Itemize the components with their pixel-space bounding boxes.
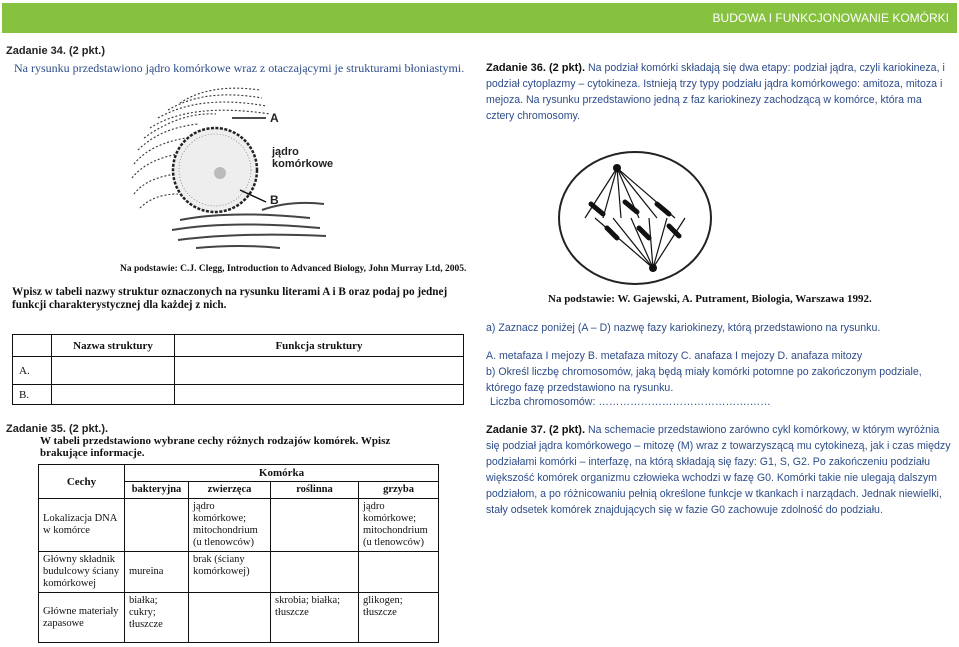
task36-label: Zadanie 36. (2 pkt). <box>486 62 586 74</box>
header-bar <box>2 3 957 33</box>
task34-row-a: A. <box>13 357 52 385</box>
task36-question-a: a) Zaznacz poniżej (A – D) nazwę fazy kariokinezy, którą przedstawiono na rysunku. <box>486 322 881 334</box>
task34-instruction: Wpisz w tabeli nazwy struktur oznaczonych na rysunku literami A i B oraz podaj po jednej funkcji charakterystycznej dla każdej z nich. <box>12 286 448 311</box>
figure-label-b: B <box>270 193 279 207</box>
task35-row-storage-feature: Główne materiały zapasowe <box>39 593 125 643</box>
task36-text: Na podział komórki składają się dwa etapy: podział jądra, czyli kariokineza, i podział cytoplazmy – cytokineza. Istnieją trzy typy podziału jądra komórkowego: amitoza, mitoza i mejoza. Na rysunku przedstawiono jedną z faz kariokinezy zachodzącą w komórce, która ma cztery chromosomy. <box>486 62 945 122</box>
task35-row-storage-fungus: glikogen; tłuszcze <box>359 593 439 643</box>
task35-type-fungus: grzyba <box>359 482 439 499</box>
task34-intro: Na rysunku przedstawiono jądro komórkowe wraz z otaczającymi je strukturami błoniastymi. <box>14 61 465 75</box>
task35-col-cell: Komórka <box>125 465 439 482</box>
task35-row-dna-fungus: jądro komórkowe; mitochondrium (u tlenowców) <box>359 499 439 552</box>
task36-intro <box>486 60 948 124</box>
task35-row-wall-animal: brak (ściany komórkowej) <box>189 552 271 593</box>
task35-row-storage-bacterial: białka; cukry; tłuszcze <box>125 593 189 643</box>
task36-question-b: b) Określ liczbę chromosomów, jaką będą miały komórki potomne po zakończonym podziale, którego fazę przedstawiono na rysunku. <box>486 366 922 394</box>
task35-row-dna-plant[interactable] <box>271 499 359 552</box>
task35-row-wall-feature: Główny składnik budulcowy ściany komórkowej <box>39 552 125 593</box>
task34-answer-a-name[interactable] <box>52 357 175 385</box>
task35-row-storage-plant: skrobia; białka; tłuszcze <box>271 593 359 643</box>
task35-row-wall-fungus[interactable] <box>359 552 439 593</box>
task34-answer-a-function[interactable] <box>175 357 464 385</box>
mitosis-figure <box>555 148 715 288</box>
task34-col-name: Nazwa struktury <box>52 335 175 357</box>
figure-label-nucleus-line2: komórkowe <box>272 158 334 170</box>
figure-label-nucleus-line1: jądro <box>272 146 299 158</box>
task35-row-storage-animal[interactable] <box>189 593 271 643</box>
task35-instruction: W tabeli przedstawiono wybrane cechy różnych rodzajów komórek. Wpisz brakujące informacje. <box>40 435 391 459</box>
task34-row-b: B. <box>13 385 52 405</box>
task35-row-dna-bacterial[interactable] <box>125 499 189 552</box>
task35-table <box>38 464 439 643</box>
task34-answer-b-function[interactable] <box>175 385 464 405</box>
task35-row-wall-plant[interactable] <box>271 552 359 593</box>
task35-row-dna-animal: jądro komórkowe; mitochondrium (u tlenowców) <box>189 499 271 552</box>
task37-label: Zadanie 37. (2 pkt). <box>486 424 586 436</box>
task36-answer-prompt[interactable]: Liczba chromosomów: …………………………………….…… <box>490 396 771 408</box>
task35-col-features: Cechy <box>39 465 125 499</box>
task34-corner-cell <box>13 335 52 357</box>
task36-options[interactable]: A. metafaza I mejozy B. metafaza mitozy C. anafaza I mejozy D. anafaza mitozy <box>486 350 863 362</box>
task34-table <box>12 334 464 405</box>
task37-text: Na schemacie przedstawiono zarówno cykl komórkowy, w którym wyróżnia się podział jądra komórkowego – mitozę (M) wraz z towarzyszącą mu cytokinezą, jak i czas między podziałami komórki – interfazę, na którą składają się fazy: G1, S, G2. Po zakończeniu podziału większość komórek organizmu człowieka wchodzi w fazę G0. Komórki takie nie ulegają dalszym podziałom, a po różnicowaniu pełnią określone funkcje w tkankach i narządach. Jednak niewielki, stały odsetek komórek znajdujących się w fazie G0 zachowuje zdolność do podziału. <box>486 424 951 516</box>
task35-row-wall-bacterial: mureina <box>125 552 189 593</box>
task37-block <box>486 422 951 518</box>
task34-answer-b-name[interactable] <box>52 385 175 405</box>
task34-label: Zadanie 34. (2 pkt.) <box>6 45 106 57</box>
task35-row-dna-feature: Lokalizacja DNA w komórce <box>39 499 125 552</box>
figure-label-nucleus <box>272 146 333 170</box>
task35-label: Zadanie 35. (2 pkt.). <box>6 423 109 435</box>
figure-label-a: A <box>270 111 279 125</box>
task35-type-plant: roślinna <box>271 482 359 499</box>
task34-source: Na podstawie: C.J. Clegg, Introduction to Advanced Biology, John Murray Ltd, 2005. <box>120 264 467 274</box>
task35-type-bacterial: bakteryjna <box>125 482 189 499</box>
header-title: BUDOWA I FUNKCJONOWANIE KOMÓRKI <box>712 11 949 25</box>
task36-source: Na podstawie: W. Gajewski, A. Putrament, Biologia, Warszawa 1992. <box>548 293 872 305</box>
cell-membrane <box>559 152 711 284</box>
task35-type-animal: zwierzęca <box>189 482 271 499</box>
task34-col-function: Funkcja struktury <box>175 335 464 357</box>
